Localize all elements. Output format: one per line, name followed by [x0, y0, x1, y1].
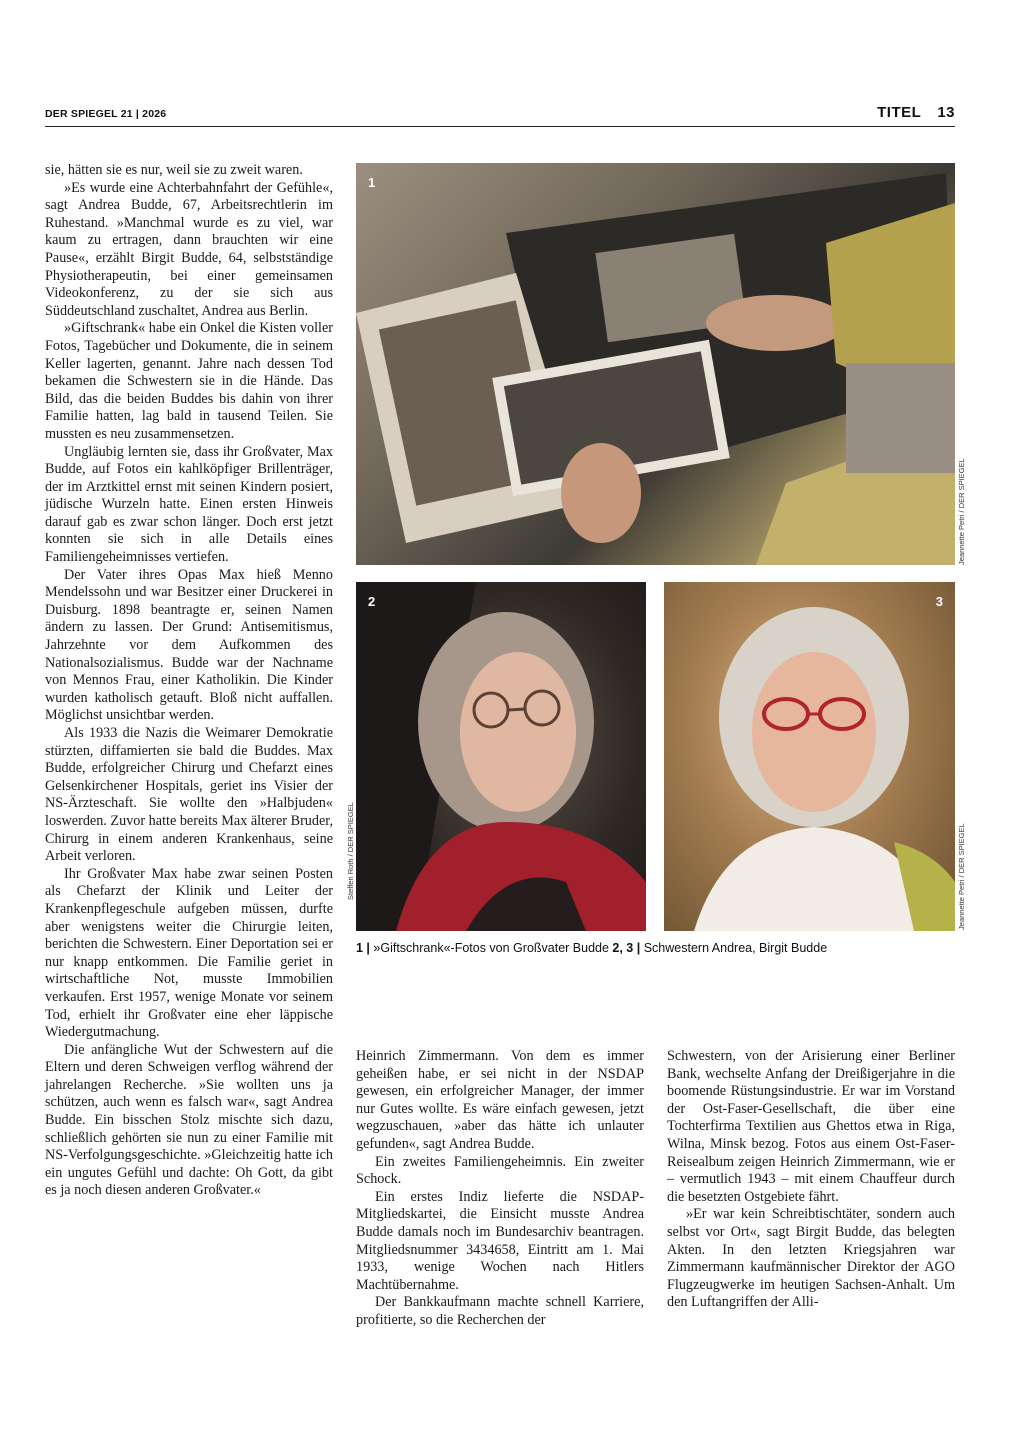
page-number: 13 — [937, 104, 955, 121]
article-column-2 — [356, 1048, 644, 1330]
paragraph: Ungläubig lernten sie, dass ihr Großvater, Max Budde, auf Fotos ein kahlköpfiger Brillenträger, der im Arztkittel ernst mit seinen Kindern posiert, jüdische Wurzeln hatte. Einen ersten Hinweis darauf gab es zwar schon länger. Doch erst jetzt konnten sie sich in alle Details eines Familiengeheimnisses vertiefen. — [45, 443, 333, 566]
paragraph: Der Vater ihres Opas Max hieß Menno Mendelssohn und war Besitzer einer Druckerei in Duisburg. 1898 beantragte er, seinen Namen ändern zu lassen. Der Grund: Antisemitismus, Jahrzehnte vor dem Aufkommen des Nationalsozialismus. Budde war der Nachname von Mennos Frau, einer Katholikin. Die Kinder wurden katholisch getauft. Bloß nicht auffallen. Möglichst unsichtbar werden. — [45, 566, 333, 724]
paragraph: Die anfängliche Wut der Schwestern auf die Eltern und deren Schweigen verflog während der jahrelangen Recherche. »Sie wollten uns ja schützen, auch wenn es falsch war«, sagt Andrea Budde. Ein bisschen Stolz mischte sich dazu, schließlich gehörten sie nun zu einer Familie mit NS-Verfolgungsgeschichte. »Gleichzeitig hatte ich ein ungutes Gefühl und dachte: Oh Gott, da gibt es ja noch diesen anderen Großvater.« — [45, 1041, 333, 1199]
photo-album-illustration — [356, 163, 955, 565]
photo-number: 1 — [368, 175, 376, 190]
article-column-3 — [667, 1048, 955, 1312]
paragraph: Schwestern, von der Arisierung einer Berliner Bank, wechselte Anfang der Dreißigerjahre in die boomende Rüstungsindustrie. Er war im Vorstand der Ost-Faser-Gesellschaft, die über eine Tochterfirma Textilien aus Ghettos etwa in Riga, Wilna, Minsk bezog. Fotos aus einem Ost-Faser-Reisealbum zeigen Heinrich Zimmermann, wie er – vermutlich 1943 – mit einem Chauffeur durch die besetzten Ostgebiete fährt. — [667, 1048, 955, 1205]
caption-label: 1 | — [356, 941, 370, 955]
portrait-illustration — [356, 582, 646, 931]
photo-credit: Jeannette Petri / DER SPIEGEL — [957, 823, 966, 930]
photo-credit: Steffen Roth / DER SPIEGEL — [346, 802, 355, 900]
paragraph: sie, hätten sie es nur, weil sie zu zweit waren. — [45, 162, 303, 178]
portrait-woman-glasses-image — [356, 582, 646, 931]
paragraph: Als 1933 die Nazis die Weimarer Demokratie stürzten, diffamierten sie bald die Buddes. Max Budde, erfolgreicher Chirurg und Chefarzt eines Gelsenkirchener Hospitals, geriet ins Visier der NS-Ärzteschaft. Sie wollte den »Halbjuden« loswerden. Zuvor hatte bereits Max älterer Bruder, Chirurg in einem anderen Krankenhaus, seine Arbeit verloren. — [45, 725, 333, 865]
caption-text: Schwestern Andrea, Birgit Budde — [640, 941, 828, 955]
photo-number: 2 — [368, 594, 376, 609]
paragraph: »Er war kein Schreibtischtäter, sondern auch selbst vor Ort«, sagt Birgit Budde, das belegten Akten. In den letzten Kriegsjahren war Zimmermann kaufmännischer Direktor der AGO Flugzeugwerke im heutigen Sachsen-Anhalt. Um den Luftangriffen der Alli- — [667, 1206, 955, 1311]
paragraph: Ein erstes Indiz lieferte die NSDAP-Mitgliedskartei, die Einsicht musste Andrea Budde damals noch im Bundesarchiv beantragen. Mitgliedsnummer 3434658, Eintritt am 1. Mai 1933, wenige Wochen nach Hitlers Machtübernahme. — [356, 1188, 644, 1293]
portrait-illustration — [664, 582, 955, 931]
section-title: TITEL — [877, 104, 922, 121]
paragraph: Ein zweites Familiengeheimnis. Ein zweiter Schock. — [356, 1153, 644, 1188]
paragraph: »Es wurde eine Achterbahnfahrt der Gefühle«, sagt Andrea Budde, 67, Arbeitsrechtlerin im Ruhestand. »Manchmal wurde es zu viel, war kaum zu ertragen, dann brauchten wir eine Pause«, erzählt Birgit Budde, 64, selbstständige Physiotherapeutin, bei einer gemeinsamen Videokonferenz, zu der sie sich aus Süddeutschland zuschaltet, Andrea aus Berlin. — [45, 179, 333, 319]
photo-album-hands-image — [356, 163, 955, 565]
section-header — [877, 104, 955, 121]
header-rule — [45, 126, 955, 127]
paragraph: Der Bankkaufmann machte schnell Karriere, profitierte, so die Recherchen der — [356, 1294, 644, 1328]
photo-caption — [356, 941, 956, 955]
paragraph: »Giftschrank« habe ein Onkel die Kisten voller Fotos, Tagebücher und Dokumente, die in seinem Keller lagerten, genannt. Jahre nach dessen Tod bekamen die Schwestern sie in die Hände. Das Bild, das die beiden Buddes bis dahin von ihrer Familie hatten, lag bald in tausend Teilen. Sie mussten es neu zusammensetzen. — [45, 320, 333, 442]
caption-text: »Giftschrank«-Fotos von Großvater Budde — [369, 941, 613, 955]
magazine-issue: DER SPIEGEL 21 | 2026 — [45, 108, 167, 120]
photo-number: 3 — [935, 594, 943, 609]
paragraph: Ihr Großvater Max habe zwar seinen Posten als Chefarzt der Klinik und Leiter der Krankenpflegeschule aufgeben müssen, durfte aber wenigstens weiter die Chirurgie leiten, berichten die Schwestern. Einer Deportation sei er nur knapp entkommen. Die Familie geriet in wirtschaftliche Not, musste Immobilien verkaufen. Erst 1957, wenige Monate vor seinem Tod, erhielt ihr Großvater eine eher läppische Wiedergutmachung. — [45, 865, 333, 1041]
article-column-1 — [45, 162, 333, 1200]
paragraph: Heinrich Zimmermann. Von dem es immer geheißen habe, er sei nicht in der NSDAP gewesen, ein erfolgreicher Manager, der immer nur Gutes wollte. Es wäre einfach gewesen, jetzt wegzuschauen, »aber das hätte ich unlauter gefunden«, sagt Andrea Budde. — [356, 1048, 644, 1152]
portrait-woman-red-glasses-image — [664, 582, 955, 931]
photo-credit: Jeannette Petri / DER SPIEGEL — [957, 458, 966, 565]
caption-label: 2, 3 | — [612, 941, 641, 955]
